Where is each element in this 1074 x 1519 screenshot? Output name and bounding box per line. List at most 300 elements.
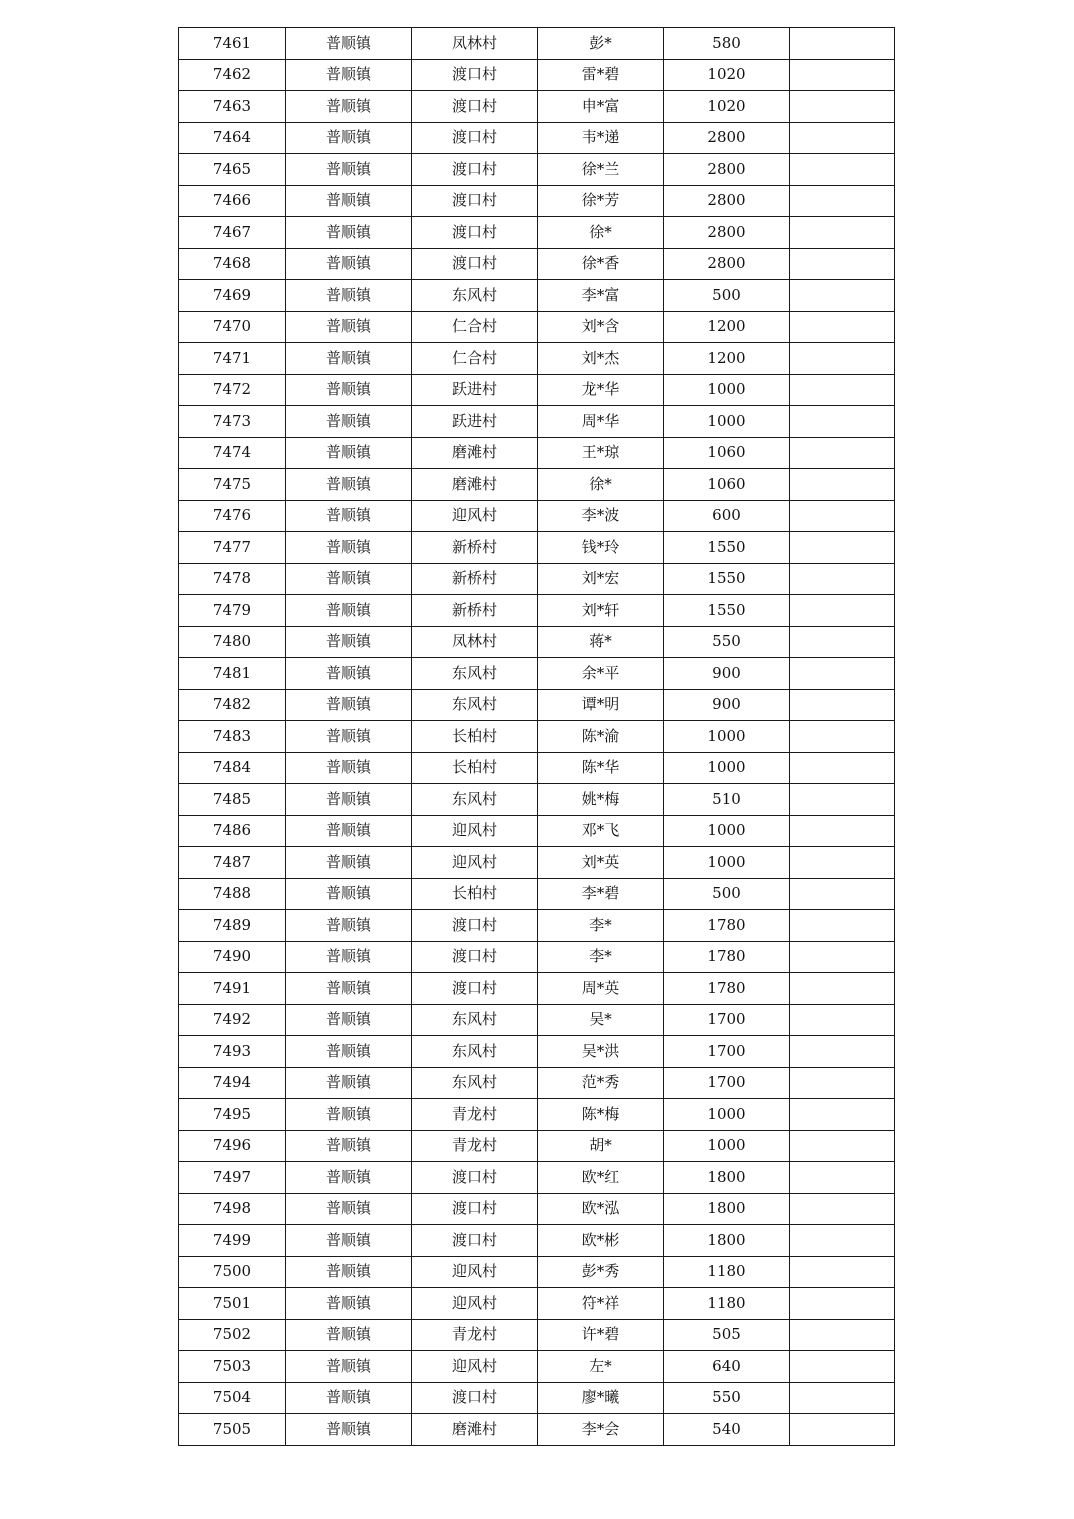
town-cell: 普顺镇	[286, 1004, 412, 1036]
village-cell: 渡口村	[412, 1382, 538, 1414]
amount-cell: 900	[664, 658, 790, 690]
town-cell: 普顺镇	[286, 1351, 412, 1383]
village-cell: 青龙村	[412, 1319, 538, 1351]
amount-cell: 600	[664, 500, 790, 532]
row-number-cell: 7461	[179, 28, 286, 60]
name-cell: 钱*玲	[538, 532, 664, 564]
amount-cell: 1200	[664, 343, 790, 375]
town-cell: 普顺镇	[286, 658, 412, 690]
table-row	[179, 689, 895, 721]
amount-cell: 1800	[664, 1193, 790, 1225]
town-cell: 普顺镇	[286, 122, 412, 154]
row-number-cell: 7462	[179, 59, 286, 91]
town-cell: 普顺镇	[286, 910, 412, 942]
row-number-cell: 7502	[179, 1319, 286, 1351]
name-cell: 李*富	[538, 280, 664, 312]
amount-cell: 2800	[664, 154, 790, 186]
table-row	[179, 1162, 895, 1194]
row-number-cell: 7492	[179, 1004, 286, 1036]
name-cell: 廖*曦	[538, 1382, 664, 1414]
note-cell	[790, 217, 895, 249]
village-cell: 青龙村	[412, 1099, 538, 1131]
row-number-cell: 7480	[179, 626, 286, 658]
note-cell	[790, 752, 895, 784]
table-row	[179, 1288, 895, 1320]
name-cell: 李*波	[538, 500, 664, 532]
village-cell: 磨滩村	[412, 1414, 538, 1446]
table-row	[179, 1099, 895, 1131]
village-cell: 迎风村	[412, 1256, 538, 1288]
row-number-cell: 7499	[179, 1225, 286, 1257]
village-cell: 跃进村	[412, 406, 538, 438]
amount-cell: 1020	[664, 91, 790, 123]
amount-cell: 900	[664, 689, 790, 721]
table-row	[179, 122, 895, 154]
table-row	[179, 1256, 895, 1288]
table-row	[179, 1193, 895, 1225]
village-cell: 长柏村	[412, 752, 538, 784]
records-table-body	[179, 28, 895, 1446]
amount-cell: 1550	[664, 563, 790, 595]
name-cell: 徐*香	[538, 248, 664, 280]
village-cell: 渡口村	[412, 154, 538, 186]
amount-cell: 2800	[664, 217, 790, 249]
amount-cell: 1180	[664, 1256, 790, 1288]
amount-cell: 1180	[664, 1288, 790, 1320]
row-number-cell: 7488	[179, 878, 286, 910]
row-number-cell: 7483	[179, 721, 286, 753]
name-cell: 吴*洪	[538, 1036, 664, 1068]
note-cell	[790, 658, 895, 690]
village-cell: 仁合村	[412, 343, 538, 375]
row-number-cell: 7476	[179, 500, 286, 532]
table-row	[179, 815, 895, 847]
amount-cell: 2800	[664, 122, 790, 154]
town-cell: 普顺镇	[286, 437, 412, 469]
table-row	[179, 721, 895, 753]
amount-cell: 1780	[664, 973, 790, 1005]
name-cell: 邓*飞	[538, 815, 664, 847]
row-number-cell: 7487	[179, 847, 286, 879]
note-cell	[790, 185, 895, 217]
town-cell: 普顺镇	[286, 91, 412, 123]
village-cell: 渡口村	[412, 59, 538, 91]
row-number-cell: 7486	[179, 815, 286, 847]
row-number-cell: 7484	[179, 752, 286, 784]
note-cell	[790, 311, 895, 343]
table-row	[179, 595, 895, 627]
village-cell: 磨滩村	[412, 437, 538, 469]
village-cell: 东风村	[412, 689, 538, 721]
village-cell: 渡口村	[412, 1225, 538, 1257]
row-number-cell: 7474	[179, 437, 286, 469]
amount-cell: 2800	[664, 185, 790, 217]
note-cell	[790, 406, 895, 438]
table-row	[179, 626, 895, 658]
note-cell	[790, 910, 895, 942]
village-cell: 渡口村	[412, 1193, 538, 1225]
amount-cell: 1000	[664, 721, 790, 753]
note-cell	[790, 374, 895, 406]
row-number-cell: 7494	[179, 1067, 286, 1099]
village-cell: 迎风村	[412, 1288, 538, 1320]
note-cell	[790, 973, 895, 1005]
town-cell: 普顺镇	[286, 1319, 412, 1351]
amount-cell: 1800	[664, 1162, 790, 1194]
town-cell: 普顺镇	[286, 248, 412, 280]
row-number-cell: 7465	[179, 154, 286, 186]
note-cell	[790, 1004, 895, 1036]
row-number-cell: 7490	[179, 941, 286, 973]
amount-cell: 1000	[664, 847, 790, 879]
village-cell: 磨滩村	[412, 469, 538, 501]
table-row	[179, 1004, 895, 1036]
note-cell	[790, 1319, 895, 1351]
table-row	[179, 1382, 895, 1414]
town-cell: 普顺镇	[286, 311, 412, 343]
name-cell: 韦*递	[538, 122, 664, 154]
village-cell: 迎风村	[412, 815, 538, 847]
town-cell: 普顺镇	[286, 878, 412, 910]
table-row	[179, 437, 895, 469]
town-cell: 普顺镇	[286, 1256, 412, 1288]
table-row	[179, 280, 895, 312]
town-cell: 普顺镇	[286, 28, 412, 60]
row-number-cell: 7505	[179, 1414, 286, 1446]
row-number-cell: 7466	[179, 185, 286, 217]
note-cell	[790, 280, 895, 312]
village-cell: 东风村	[412, 280, 538, 312]
note-cell	[790, 1130, 895, 1162]
town-cell: 普顺镇	[286, 626, 412, 658]
note-cell	[790, 815, 895, 847]
town-cell: 普顺镇	[286, 1130, 412, 1162]
row-number-cell: 7464	[179, 122, 286, 154]
table-row	[179, 532, 895, 564]
name-cell: 左*	[538, 1351, 664, 1383]
village-cell: 渡口村	[412, 217, 538, 249]
name-cell: 周*华	[538, 406, 664, 438]
note-cell	[790, 1382, 895, 1414]
name-cell: 刘*轩	[538, 595, 664, 627]
town-cell: 普顺镇	[286, 343, 412, 375]
row-number-cell: 7479	[179, 595, 286, 627]
town-cell: 普顺镇	[286, 154, 412, 186]
town-cell: 普顺镇	[286, 1099, 412, 1131]
amount-cell: 1700	[664, 1036, 790, 1068]
table-row	[179, 59, 895, 91]
amount-cell: 500	[664, 280, 790, 312]
row-number-cell: 7485	[179, 784, 286, 816]
town-cell: 普顺镇	[286, 374, 412, 406]
table-row	[179, 784, 895, 816]
note-cell	[790, 91, 895, 123]
row-number-cell: 7475	[179, 469, 286, 501]
table-row	[179, 185, 895, 217]
row-number-cell: 7482	[179, 689, 286, 721]
table-row	[179, 878, 895, 910]
village-cell: 迎风村	[412, 847, 538, 879]
town-cell: 普顺镇	[286, 815, 412, 847]
note-cell	[790, 941, 895, 973]
name-cell: 符*祥	[538, 1288, 664, 1320]
table-row	[179, 910, 895, 942]
village-cell: 渡口村	[412, 941, 538, 973]
name-cell: 徐*	[538, 469, 664, 501]
town-cell: 普顺镇	[286, 1162, 412, 1194]
name-cell: 刘*英	[538, 847, 664, 879]
note-cell	[790, 1067, 895, 1099]
town-cell: 普顺镇	[286, 941, 412, 973]
amount-cell: 1060	[664, 469, 790, 501]
town-cell: 普顺镇	[286, 752, 412, 784]
town-cell: 普顺镇	[286, 1288, 412, 1320]
name-cell: 蒋*	[538, 626, 664, 658]
note-cell	[790, 248, 895, 280]
village-cell: 长柏村	[412, 878, 538, 910]
name-cell: 龙*华	[538, 374, 664, 406]
amount-cell: 1200	[664, 311, 790, 343]
note-cell	[790, 878, 895, 910]
name-cell: 彭*秀	[538, 1256, 664, 1288]
amount-cell: 500	[664, 878, 790, 910]
row-number-cell: 7497	[179, 1162, 286, 1194]
table-row	[179, 217, 895, 249]
village-cell: 青龙村	[412, 1130, 538, 1162]
town-cell: 普顺镇	[286, 532, 412, 564]
name-cell: 李*碧	[538, 878, 664, 910]
town-cell: 普顺镇	[286, 500, 412, 532]
amount-cell: 1000	[664, 1099, 790, 1131]
name-cell: 李*	[538, 910, 664, 942]
name-cell: 许*碧	[538, 1319, 664, 1351]
amount-cell: 540	[664, 1414, 790, 1446]
table-row	[179, 1130, 895, 1162]
row-number-cell: 7500	[179, 1256, 286, 1288]
note-cell	[790, 847, 895, 879]
row-number-cell: 7503	[179, 1351, 286, 1383]
town-cell: 普顺镇	[286, 784, 412, 816]
name-cell: 王*琼	[538, 437, 664, 469]
note-cell	[790, 437, 895, 469]
table-row	[179, 1414, 895, 1446]
village-cell: 新桥村	[412, 595, 538, 627]
village-cell: 凤林村	[412, 626, 538, 658]
town-cell: 普顺镇	[286, 973, 412, 1005]
table-row	[179, 28, 895, 60]
name-cell: 胡*	[538, 1130, 664, 1162]
name-cell: 陈*渝	[538, 721, 664, 753]
name-cell: 刘*宏	[538, 563, 664, 595]
row-number-cell: 7498	[179, 1193, 286, 1225]
row-number-cell: 7473	[179, 406, 286, 438]
note-cell	[790, 122, 895, 154]
village-cell: 跃进村	[412, 374, 538, 406]
table-row	[179, 752, 895, 784]
table-row	[179, 469, 895, 501]
town-cell: 普顺镇	[286, 721, 412, 753]
note-cell	[790, 469, 895, 501]
village-cell: 迎风村	[412, 500, 538, 532]
row-number-cell: 7504	[179, 1382, 286, 1414]
amount-cell: 1700	[664, 1067, 790, 1099]
name-cell: 陈*华	[538, 752, 664, 784]
amount-cell: 1550	[664, 595, 790, 627]
note-cell	[790, 721, 895, 753]
note-cell	[790, 1036, 895, 1068]
village-cell: 东风村	[412, 658, 538, 690]
amount-cell: 1550	[664, 532, 790, 564]
note-cell	[790, 626, 895, 658]
row-number-cell: 7471	[179, 343, 286, 375]
town-cell: 普顺镇	[286, 59, 412, 91]
town-cell: 普顺镇	[286, 1193, 412, 1225]
note-cell	[790, 1162, 895, 1194]
row-number-cell: 7496	[179, 1130, 286, 1162]
name-cell: 周*英	[538, 973, 664, 1005]
table-row	[179, 1319, 895, 1351]
row-number-cell: 7468	[179, 248, 286, 280]
name-cell: 彭*	[538, 28, 664, 60]
note-cell	[790, 28, 895, 60]
town-cell: 普顺镇	[286, 1036, 412, 1068]
row-number-cell: 7470	[179, 311, 286, 343]
row-number-cell: 7477	[179, 532, 286, 564]
row-number-cell: 7469	[179, 280, 286, 312]
village-cell: 渡口村	[412, 185, 538, 217]
village-cell: 渡口村	[412, 91, 538, 123]
table-row	[179, 248, 895, 280]
row-number-cell: 7472	[179, 374, 286, 406]
note-cell	[790, 1288, 895, 1320]
village-cell: 长柏村	[412, 721, 538, 753]
name-cell: 范*秀	[538, 1067, 664, 1099]
amount-cell: 1780	[664, 941, 790, 973]
town-cell: 普顺镇	[286, 469, 412, 501]
amount-cell: 1000	[664, 815, 790, 847]
name-cell: 李*	[538, 941, 664, 973]
village-cell: 渡口村	[412, 973, 538, 1005]
amount-cell: 640	[664, 1351, 790, 1383]
table-row	[179, 500, 895, 532]
table-row	[179, 1067, 895, 1099]
note-cell	[790, 1256, 895, 1288]
village-cell: 渡口村	[412, 1162, 538, 1194]
row-number-cell: 7478	[179, 563, 286, 595]
village-cell: 迎风村	[412, 1351, 538, 1383]
note-cell	[790, 595, 895, 627]
town-cell: 普顺镇	[286, 1225, 412, 1257]
amount-cell: 550	[664, 1382, 790, 1414]
village-cell: 新桥村	[412, 563, 538, 595]
note-cell	[790, 1351, 895, 1383]
town-cell: 普顺镇	[286, 1067, 412, 1099]
town-cell: 普顺镇	[286, 217, 412, 249]
name-cell: 徐*芳	[538, 185, 664, 217]
table-row	[179, 847, 895, 879]
village-cell: 东风村	[412, 784, 538, 816]
note-cell	[790, 1414, 895, 1446]
name-cell: 陈*梅	[538, 1099, 664, 1131]
table-row	[179, 973, 895, 1005]
name-cell: 刘*杰	[538, 343, 664, 375]
note-cell	[790, 1193, 895, 1225]
table-row	[179, 1351, 895, 1383]
table-row	[179, 658, 895, 690]
note-cell	[790, 563, 895, 595]
note-cell	[790, 500, 895, 532]
table-row	[179, 941, 895, 973]
amount-cell: 1000	[664, 374, 790, 406]
name-cell: 欧*泓	[538, 1193, 664, 1225]
name-cell: 刘*含	[538, 311, 664, 343]
amount-cell: 1000	[664, 752, 790, 784]
row-number-cell: 7463	[179, 91, 286, 123]
name-cell: 申*富	[538, 91, 664, 123]
name-cell: 雷*碧	[538, 59, 664, 91]
name-cell: 欧*红	[538, 1162, 664, 1194]
name-cell: 李*会	[538, 1414, 664, 1446]
town-cell: 普顺镇	[286, 185, 412, 217]
note-cell	[790, 784, 895, 816]
amount-cell: 1000	[664, 406, 790, 438]
table-row	[179, 374, 895, 406]
amount-cell: 1020	[664, 59, 790, 91]
name-cell: 吴*	[538, 1004, 664, 1036]
village-cell: 渡口村	[412, 122, 538, 154]
name-cell: 欧*彬	[538, 1225, 664, 1257]
amount-cell: 1780	[664, 910, 790, 942]
note-cell	[790, 689, 895, 721]
village-cell: 东风村	[412, 1067, 538, 1099]
table-row	[179, 311, 895, 343]
town-cell: 普顺镇	[286, 595, 412, 627]
records-table	[178, 27, 895, 1446]
town-cell: 普顺镇	[286, 563, 412, 595]
town-cell: 普顺镇	[286, 1414, 412, 1446]
row-number-cell: 7495	[179, 1099, 286, 1131]
amount-cell: 510	[664, 784, 790, 816]
village-cell: 渡口村	[412, 910, 538, 942]
village-cell: 新桥村	[412, 532, 538, 564]
note-cell	[790, 59, 895, 91]
name-cell: 徐*	[538, 217, 664, 249]
name-cell: 谭*明	[538, 689, 664, 721]
village-cell: 东风村	[412, 1036, 538, 1068]
table-row	[179, 406, 895, 438]
village-cell: 凤林村	[412, 28, 538, 60]
amount-cell: 1700	[664, 1004, 790, 1036]
amount-cell: 2800	[664, 248, 790, 280]
note-cell	[790, 1099, 895, 1131]
amount-cell: 1060	[664, 437, 790, 469]
town-cell: 普顺镇	[286, 1382, 412, 1414]
note-cell	[790, 532, 895, 564]
row-number-cell: 7489	[179, 910, 286, 942]
name-cell: 余*平	[538, 658, 664, 690]
row-number-cell: 7493	[179, 1036, 286, 1068]
name-cell: 徐*兰	[538, 154, 664, 186]
town-cell: 普顺镇	[286, 280, 412, 312]
row-number-cell: 7501	[179, 1288, 286, 1320]
amount-cell: 580	[664, 28, 790, 60]
amount-cell: 550	[664, 626, 790, 658]
amount-cell: 1000	[664, 1130, 790, 1162]
name-cell: 姚*梅	[538, 784, 664, 816]
amount-cell: 1800	[664, 1225, 790, 1257]
table-row	[179, 1036, 895, 1068]
amount-cell: 505	[664, 1319, 790, 1351]
